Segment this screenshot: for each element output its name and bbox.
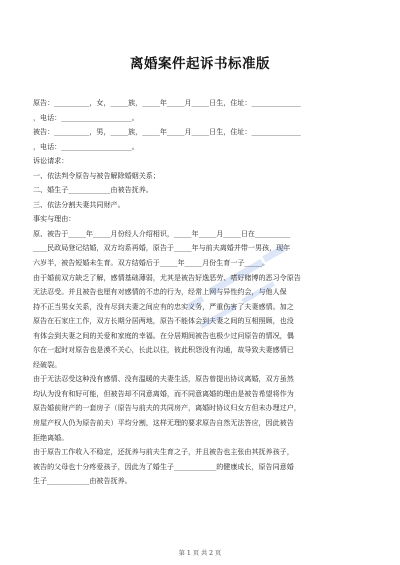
- paragraph-line: 被告的父母也十分疼爱孩子，因此为了婚生子____________的健康成长，原告同意婚: [33, 461, 294, 471]
- paragraph-line: 六岁半，被告短婚未生育。双方结婚后于_____年_____月份生育一子_____。: [33, 258, 270, 268]
- plaintiff-phone-line: ，电话：____________________。: [33, 112, 139, 122]
- page-footer: 第 1 页 共 2 页: [178, 550, 222, 557]
- paragraph-line: ____民政局登记结婚，双方均系再婚，原告于_____年与前夫离婚并带一男孩，现年: [33, 243, 291, 253]
- document-title: 离婚案件起诉书标准版: [130, 56, 270, 72]
- paragraph-line: 持不正当男女关系，没有尽到夫妻之间应有的忠实义务，严重伤害了夫妻感情。加之: [33, 301, 294, 311]
- defendant-phone-line: ，电话：____________________。: [33, 141, 139, 151]
- paragraph-line: 拒绝离婚。: [33, 432, 69, 442]
- defendant-line: 被告：__________，男，_____族，_____年_____月_____日生，住址：______________: [33, 127, 301, 137]
- paragraph-line: 由于婚前双方缺乏了解，感情基础薄弱，尤其是被告好逸恶劳、嗜好赌博的恶习令原告: [33, 272, 301, 282]
- paragraph-line: 原告婚前财产的一套房子（原告与前夫的共同房产，离婚时协议归女方但未办理过户，: [33, 403, 301, 413]
- paragraph-line: 房屋产权人仍为原告前夫）平均分割，这样无理的要求原告自然无法答应，因此被告: [33, 418, 294, 428]
- facts-heading: 事实与理由：: [33, 214, 76, 224]
- plaintiff-line: 原告：__________，女，_____族，_____年_____月_____日生，住址：______________: [33, 98, 301, 107]
- paragraph-line: 尔在一起时对原告也是漠不关心，长此以往，彼此积怨没有沟通，故导致夫妻感情已: [33, 345, 294, 355]
- claims-heading: 诉讼请求：: [33, 156, 69, 166]
- paragraph-line: 由于原告工作收入不稳定，还抚养与前夫生育之子，并且被告也主张由其抚养孩子，: [33, 447, 294, 457]
- paragraph-line: 无法忍受。并且被告也厘有对感情的不忠的行为，经常上网与异性约会，与他人保: [33, 287, 287, 297]
- claim-item: 二、婚生子____________由被告抚养。: [33, 185, 153, 195]
- watermark-icon: [178, 230, 298, 340]
- paragraph-line: 原、被告于_____年_____月份经人介绍相识，_____年_____月_____日在__________: [33, 228, 291, 238]
- paragraph-line: 原告在石家庄工作，双方长期分居两地，原告不能体会到夫妻之间的互相照顾，也没: [33, 316, 294, 326]
- claim-item: 三、依法分割夫妻共同财产。: [33, 199, 125, 209]
- paragraph-line: 经破裂。: [33, 359, 62, 369]
- paragraph-line: 由于无法忍受这种没有感情、没有温暖的夫妻生活，原告曾提出协议离婚，双方虽然: [33, 374, 294, 384]
- paragraph-line: 有体会到夫妻之间的关爱和家庭的幸福。在分居期间被告也极少过问原告的情况，偶: [33, 330, 294, 340]
- claim-item: 一、依法判令原告与被告解除婚姻关系；: [33, 170, 160, 180]
- paragraph-line: 均认为没有和好可能，但被告却不同意离婚，而不同意离婚的理由是被告希望将作为: [33, 388, 294, 398]
- paragraph-line: 生子____________由被告抚养。: [33, 476, 132, 486]
